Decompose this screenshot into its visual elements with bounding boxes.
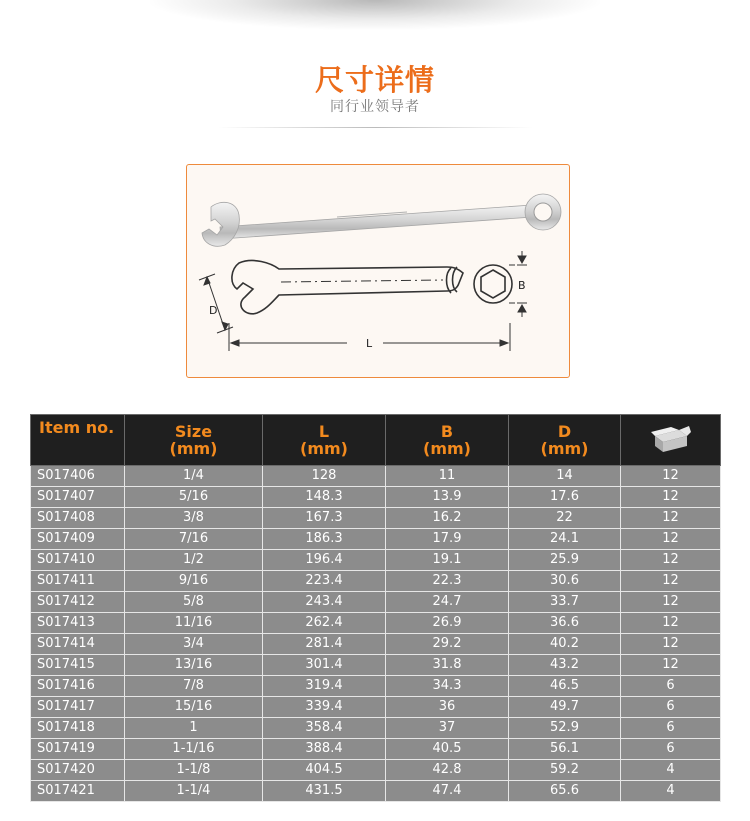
header-item-label: Item no. — [39, 418, 115, 437]
cell-l: 319.4 — [263, 676, 386, 697]
table-row — [31, 634, 721, 655]
table-row — [31, 655, 721, 676]
package-icon — [649, 424, 693, 454]
cell-item-no: S017414 — [31, 634, 125, 655]
section-title: 尺寸详情 — [314, 63, 435, 97]
header-size-label: Size — [174, 422, 213, 441]
cell-size: 1-1/4 — [125, 781, 263, 802]
cell-qty: 12 — [621, 466, 721, 487]
cell-size: 3/4 — [125, 634, 263, 655]
title-divider — [218, 127, 533, 128]
table-row — [31, 676, 721, 697]
cell-d: 49.7 — [509, 697, 621, 718]
wrench-illustration — [187, 165, 571, 379]
table-row — [31, 466, 721, 487]
cell-qty: 6 — [621, 676, 721, 697]
cell-size: 13/16 — [125, 655, 263, 676]
header-b — [386, 415, 509, 466]
cell-qty: 12 — [621, 508, 721, 529]
wrench-diagram — [186, 164, 570, 378]
cell-b: 24.7 — [386, 592, 509, 613]
header-l — [263, 415, 386, 466]
cell-qty: 12 — [621, 655, 721, 676]
cell-d: 30.6 — [509, 571, 621, 592]
header-l-label: L — [318, 422, 330, 441]
cell-d: 22 — [509, 508, 621, 529]
cell-b: 13.9 — [386, 487, 509, 508]
cell-d: 46.5 — [509, 676, 621, 697]
cell-qty: 12 — [621, 487, 721, 508]
cell-qty: 12 — [621, 613, 721, 634]
dimension-lines — [199, 251, 527, 351]
cell-qty: 6 — [621, 718, 721, 739]
cell-qty: 4 — [621, 760, 721, 781]
header-d-unit: (mm) — [540, 439, 589, 458]
cell-size: 7/16 — [125, 529, 263, 550]
cell-item-no: S017417 — [31, 697, 125, 718]
cell-b: 11 — [386, 466, 509, 487]
cell-l: 431.5 — [263, 781, 386, 802]
dimension-label-b: B — [518, 279, 526, 292]
header-package — [621, 415, 721, 466]
cell-size: 1-1/16 — [125, 739, 263, 760]
cell-size: 1-1/8 — [125, 760, 263, 781]
cell-qty: 12 — [621, 571, 721, 592]
table-row — [31, 781, 721, 802]
cell-l: 388.4 — [263, 739, 386, 760]
cell-size: 5/16 — [125, 487, 263, 508]
spec-table-header-row — [31, 415, 721, 466]
cell-item-no: S017421 — [31, 781, 125, 802]
cell-b: 47.4 — [386, 781, 509, 802]
table-row — [31, 697, 721, 718]
cell-size: 11/16 — [125, 613, 263, 634]
cell-l: 148.3 — [263, 487, 386, 508]
cell-qty: 12 — [621, 592, 721, 613]
cell-d: 36.6 — [509, 613, 621, 634]
cell-l: 262.4 — [263, 613, 386, 634]
cell-b: 17.9 — [386, 529, 509, 550]
cell-qty: 6 — [621, 739, 721, 760]
cell-item-no: S017409 — [31, 529, 125, 550]
top-shadow-decoration — [150, 0, 600, 30]
cell-b: 19.1 — [386, 550, 509, 571]
cell-l: 339.4 — [263, 697, 386, 718]
table-row — [31, 760, 721, 781]
table-row — [31, 508, 721, 529]
cell-item-no: S017407 — [31, 487, 125, 508]
cell-b: 42.8 — [386, 760, 509, 781]
cell-b: 16.2 — [386, 508, 509, 529]
cell-size: 1 — [125, 718, 263, 739]
cell-b: 37 — [386, 718, 509, 739]
cell-l: 128 — [263, 466, 386, 487]
cell-b: 22.3 — [386, 571, 509, 592]
section-subtitle: 同行业领导者 — [330, 99, 420, 115]
cell-b: 40.5 — [386, 739, 509, 760]
table-row — [31, 739, 721, 760]
spec-table — [30, 414, 721, 802]
cell-item-no: S017415 — [31, 655, 125, 676]
cell-b: 26.9 — [386, 613, 509, 634]
header-b-unit: (mm) — [423, 439, 471, 458]
table-row — [31, 571, 721, 592]
cell-l: 223.4 — [263, 571, 386, 592]
cell-d: 25.9 — [509, 550, 621, 571]
cell-item-no: S017419 — [31, 739, 125, 760]
header-size — [125, 415, 263, 466]
cell-item-no: S017411 — [31, 571, 125, 592]
header-size-unit: (mm) — [169, 439, 218, 458]
table-row — [31, 592, 721, 613]
header-d — [509, 415, 621, 466]
cell-item-no: S017418 — [31, 718, 125, 739]
dimension-label-l: L — [366, 337, 373, 350]
cell-l: 404.5 — [263, 760, 386, 781]
cell-d: 14 — [509, 466, 621, 487]
cell-d: 24.1 — [509, 529, 621, 550]
cell-item-no: S017416 — [31, 676, 125, 697]
header-l-unit: (mm) — [300, 439, 348, 458]
table-row — [31, 529, 721, 550]
header-item-no — [31, 415, 125, 466]
cell-item-no: S017413 — [31, 613, 125, 634]
cell-l: 243.4 — [263, 592, 386, 613]
cell-l: 196.4 — [263, 550, 386, 571]
cell-item-no: S017408 — [31, 508, 125, 529]
cell-item-no: S017406 — [31, 466, 125, 487]
cell-size: 9/16 — [125, 571, 263, 592]
cell-d: 59.2 — [509, 760, 621, 781]
cell-size: 5/8 — [125, 592, 263, 613]
table-row — [31, 613, 721, 634]
cell-d: 43.2 — [509, 655, 621, 676]
cell-d: 56.1 — [509, 739, 621, 760]
cell-d: 33.7 — [509, 592, 621, 613]
cell-size: 15/16 — [125, 697, 263, 718]
cell-l: 301.4 — [263, 655, 386, 676]
cell-item-no: S017410 — [31, 550, 125, 571]
table-row — [31, 550, 721, 571]
cell-l: 167.3 — [263, 508, 386, 529]
cell-b: 29.2 — [386, 634, 509, 655]
cell-d: 65.6 — [509, 781, 621, 802]
cell-l: 186.3 — [263, 529, 386, 550]
cell-d: 52.9 — [509, 718, 621, 739]
header-d-label: D — [557, 422, 572, 441]
cell-l: 358.4 — [263, 718, 386, 739]
cell-size: 7/8 — [125, 676, 263, 697]
dimension-label-d: D — [209, 304, 218, 317]
cell-qty: 12 — [621, 529, 721, 550]
cell-item-no: S017420 — [31, 760, 125, 781]
cell-qty: 6 — [621, 697, 721, 718]
cell-size: 1/2 — [125, 550, 263, 571]
cell-qty: 12 — [621, 634, 721, 655]
table-row — [31, 718, 721, 739]
wrench-line-drawing — [232, 261, 512, 314]
cell-b: 36 — [386, 697, 509, 718]
cell-size: 1/4 — [125, 466, 263, 487]
cell-qty: 12 — [621, 550, 721, 571]
table-row — [31, 487, 721, 508]
wrench-photo — [202, 194, 561, 246]
cell-item-no: S017412 — [31, 592, 125, 613]
cell-d: 17.6 — [509, 487, 621, 508]
cell-b: 31.8 — [386, 655, 509, 676]
cell-size: 3/8 — [125, 508, 263, 529]
spec-table-body — [31, 466, 721, 802]
cell-qty: 4 — [621, 781, 721, 802]
header-b-label: B — [440, 422, 454, 441]
cell-d: 40.2 — [509, 634, 621, 655]
cell-l: 281.4 — [263, 634, 386, 655]
cell-b: 34.3 — [386, 676, 509, 697]
